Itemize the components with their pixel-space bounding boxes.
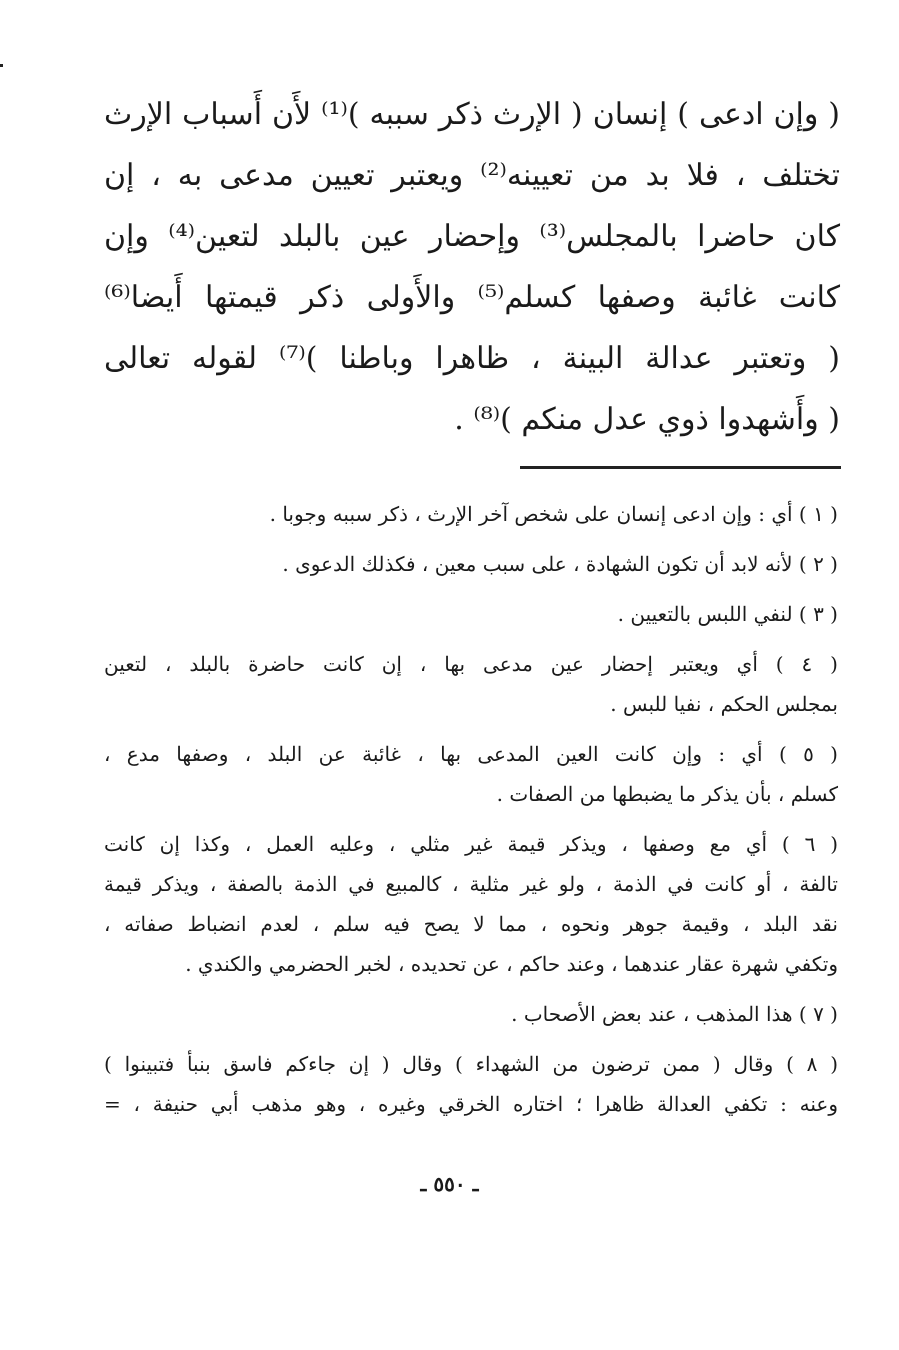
main-text-line: كانت غائبة وصفها كسلم⁽⁵⁾ والأَولى ذكر قيمتها أَيضا⁽⁶⁾ [104, 280, 840, 315]
main-text-line: كان حاضرا بالمجلس⁽³⁾ وإحضار عين بالبلد لتعين⁽⁴⁾ وإن [104, 219, 840, 254]
footnotes [104, 494, 838, 1134]
footnote-line: ( ٤ ) أي ويعتبر إحضار عين مدعى بها ، إن كانت حاضرة بالبلد ، لتعين [104, 652, 838, 676]
footnote-line: وعنه : تكفي العدالة ظاهرا ؛ اختاره الخرقي وغيره ، وهو مذهب أبي حنيفة ، = [104, 1092, 838, 1116]
footnote-line: نقد البلد ، وقيمة جوهر ونحوه ، مما لا يصح فيه سلم ، لعدم انضباط صفاته ، [104, 912, 838, 936]
main-text-line: ( وتعتبر عدالة البينة ، ظاهرا وباطنا )⁽⁷⁾ لقوله تعالى [104, 341, 840, 376]
footnote-line: كسلم ، بأن يذكر ما يضبطها من الصفات . [496, 782, 838, 806]
footnote-line: ( ٢ ) لأنه لابد أن تكون الشهادة ، على سبب معين ، فكذلك الدعوى . [282, 552, 838, 576]
footnote-6 [104, 824, 838, 984]
page-number: ـ ٥٥٠ ـ [420, 1172, 479, 1196]
main-text-line: ( وأَشهدوا ذوي عدل منكم )⁽⁸⁾ . [454, 402, 840, 437]
footnote-line: ( ١ ) أي : وإن ادعى إنسان على شخص آخر الإرث ، ذكر سببه وجوبا . [269, 502, 838, 526]
footnote-line: ( ٦ ) أي مع وصفها ، ويذكر قيمة غير مثلي ، وعليه العمل ، وكذا إن كانت [104, 832, 838, 856]
footnote-line: ( ٧ ) هذا المذهب ، عند بعض الأصحاب . [511, 1002, 838, 1026]
footnote-line: ( ٨ ) وقال ( ممن ترضون من الشهداء ) وقال ( إن جاءكم فاسق بنبأ فتبينوا ) [104, 1052, 838, 1076]
footnote-line: تالفة ، أو كانت في الذمة ، ولو غير مثلية ، كالمبيع في الذمة بالصفة ، ويذكر قيمة [104, 872, 838, 896]
footnote-2 [104, 544, 838, 584]
footnote-separator [520, 466, 841, 469]
main-text-line: ( وإن ادعى ) إنسان ( الإرث ذكر سببه )⁽¹⁾ لأَن أَسباب الإرث [104, 97, 840, 132]
footnote-line: ( ٣ ) لنفي اللبس بالتعيين . [617, 602, 838, 626]
footnote-5 [104, 734, 838, 814]
footnote-line: ( ٥ ) أي : وإن كانت العين المدعى بها ، غائبة عن البلد ، وصفها مدع ، [104, 742, 838, 766]
main-text [104, 84, 840, 450]
footnote-4 [104, 644, 838, 724]
main-text-line: تختلف ، فلا بد من تعيينه⁽²⁾ ويعتبر تعيين مدعى به ، إن [104, 158, 840, 193]
footnote-8 [104, 1044, 838, 1124]
footnote-1 [104, 494, 838, 534]
footnote-3 [104, 594, 838, 634]
footnote-line: بمجلس الحكم ، نفيا للبس . [610, 692, 838, 716]
scan-mark [0, 64, 3, 67]
footnote-7 [104, 994, 838, 1034]
footnote-line: وتكفي شهرة عقار عندهما ، وعند حاكم ، عن تحديده ، لخبر الحضرمي والكندي . [185, 952, 838, 976]
